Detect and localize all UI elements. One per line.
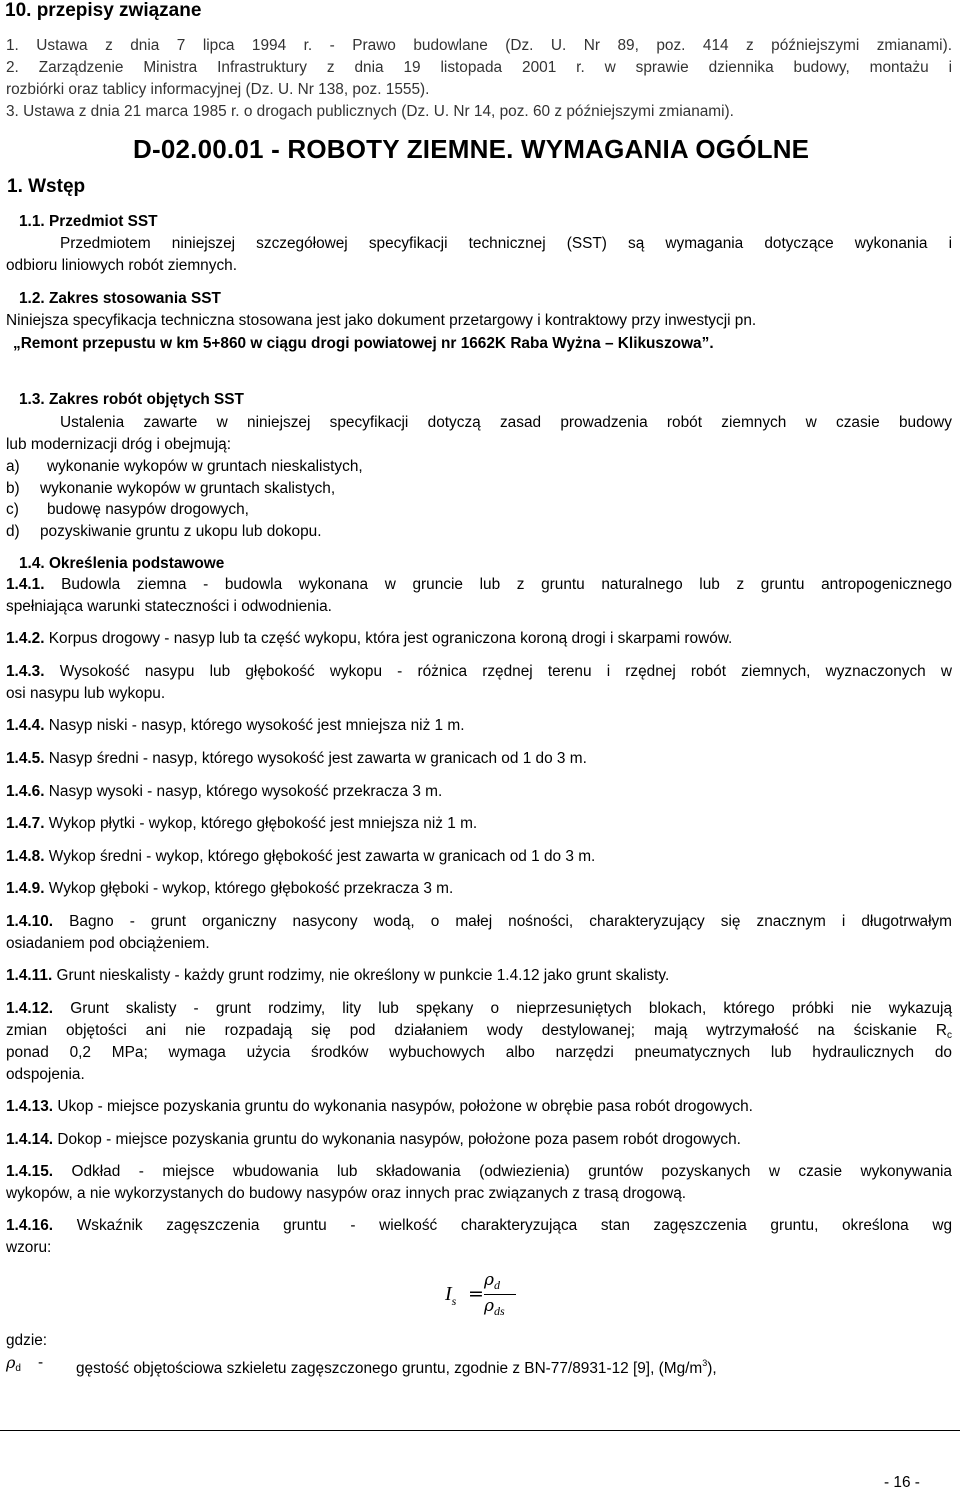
definition-text: Grunt nieskalisty - każdy grunt rodzimy, nie określony w punkcie 1.4.12 jako grunt skalisty. bbox=[56, 967, 670, 984]
definition-number: 1.4.14. bbox=[6, 1131, 54, 1148]
definition-number: 1.4.10. bbox=[6, 913, 54, 930]
section-1-1-text-cont: odbioru liniowych robót ziemnych. bbox=[6, 257, 237, 274]
definition-text: Wykop średni - wykop, którego głębokość jest zawarta w granicach od 1 do 3 m. bbox=[48, 848, 596, 865]
page-number: - 16 - bbox=[884, 1474, 920, 1491]
definition-1-4-1 bbox=[6, 574, 952, 596]
formula-I-subscript: s bbox=[451, 1294, 457, 1308]
formula-numerator-subscript: d bbox=[494, 1278, 500, 1292]
list-letter: b) bbox=[6, 480, 20, 497]
definition-1-4-15 bbox=[6, 1161, 952, 1183]
definition-number: 1.4.13. bbox=[6, 1098, 54, 1115]
definition-1-4-14 bbox=[6, 1129, 741, 1151]
rho-d-symbol: $\rho_d$ bbox=[6, 1353, 21, 1374]
definition-1-4-3 bbox=[6, 661, 952, 683]
rc-subscript: c bbox=[947, 1030, 952, 1041]
list-item bbox=[6, 456, 20, 478]
definition-text: Grunt skalisty - grunt rodzimy, lity lub spękany o nieprzesuniętych blokach, którego próbki nie wykazują bbox=[70, 1000, 953, 1017]
formula-I: $I_s$ bbox=[445, 1283, 457, 1308]
list-item-text: wykonanie wykopów w gruntach nieskalistych, bbox=[47, 458, 363, 475]
definition-text: Korpus drogowy - nasyp lub ta część wykopu, która jest ograniczona koroną drogi i skarpami rowów. bbox=[48, 630, 733, 647]
definition-1-4-1-cont: spełniająca warunki stateczności i odwodnienia. bbox=[6, 598, 332, 615]
formula-equals: = bbox=[468, 1283, 484, 1305]
definition-1-4-11 bbox=[6, 965, 669, 987]
section-1-1-heading: 1.1. Przedmiot SST bbox=[19, 213, 158, 230]
section-1-3-text-cont: lub modernizacji dróg i obejmują: bbox=[6, 436, 231, 453]
formula-numerator: $\rho_d$ bbox=[484, 1270, 500, 1292]
rho-d-definition bbox=[76, 1352, 717, 1380]
list-letter: d) bbox=[6, 523, 20, 540]
section-1-heading: 1. Wstęp bbox=[7, 176, 86, 197]
definition-text: Dokop - miejsce pozyskania gruntu do wykonania nasypów, położone poza pasem robót drogowych. bbox=[57, 1131, 741, 1148]
list-item bbox=[6, 478, 20, 500]
definition-text: Wysokość nasypu lub głębokość wykopu - różnica rzędnej terenu i rzędnej robót ziemnych, wyznaczonych w bbox=[59, 663, 952, 680]
section-1-3-heading: 1.3. Zakres robót objętych SST bbox=[19, 391, 244, 408]
related-item-1: 1. Ustawa z dnia 7 lipca 1994 r. - Prawo budowlane (Dz. U. Nr 89, poz. 414 z późniejszymi zmianami). bbox=[6, 37, 952, 54]
definition-number: 1.4.5. bbox=[6, 750, 45, 767]
list-letter: a) bbox=[6, 458, 20, 475]
definition-1-4-3-cont: osi nasypu lub wykopu. bbox=[6, 685, 166, 702]
section-1-3-text: Ustalenia zawarte w niniejszej specyfikacji dotyczą zasad prowadzenia robót ziemnych w czasie budowy bbox=[60, 414, 952, 431]
list-letter: c) bbox=[6, 501, 19, 518]
list-item bbox=[6, 521, 20, 543]
definition-1-4-12 bbox=[6, 998, 952, 1020]
list-item bbox=[6, 499, 19, 521]
definition-1-4-7 bbox=[6, 813, 477, 835]
definition-text: Nasyp wysoki - nasyp, którego wysokość przekracza 3 m. bbox=[48, 783, 443, 800]
rho-d-subscript: d bbox=[15, 1363, 21, 1374]
formula bbox=[440, 1270, 550, 1320]
related-item-3: 3. Ustawa z dnia 21 marca 1985 r. o drogach publicznych (Dz. U. Nr 14, poz. 60 z późniejszymi zmianami). bbox=[6, 103, 734, 120]
definition-number: 1.4.3. bbox=[6, 663, 45, 680]
definition-text: Bagno - grunt organiczny nasycony wodą, o małej nośności, charakteryzujący się znacznym i długotrwałym bbox=[69, 913, 952, 930]
definition-text: Wskaźnik zagęszczenia gruntu - wielkość charakteryzująca stan zagęszczenia gruntu, określona wg bbox=[76, 1217, 953, 1234]
formula-fraction-bar bbox=[484, 1294, 516, 1295]
definition-number: 1.4.6. bbox=[6, 783, 45, 800]
list-item-text: pozyskiwanie gruntu z ukopu lub dokopu. bbox=[40, 523, 322, 540]
definition-number: 1.4.12. bbox=[6, 1000, 54, 1017]
section-1-2-text: Niniejsza specyfikacja techniczna stosowana jest jako dokument przetargowy i kontraktowy przy inwestycji pn. bbox=[6, 312, 757, 329]
definition-number: 1.4.8. bbox=[6, 848, 45, 865]
formula-denominator: $\rho_{ds}$ bbox=[484, 1296, 505, 1318]
section-1-1-text: Przedmiotem niniejszej szczegółowej specyfikacji technicznej (SST) są wymagania dotyczące wykonania i bbox=[60, 235, 952, 252]
definition-text: Wykop głęboki - wykop, którego głębokość przekracza 3 m. bbox=[48, 880, 454, 897]
definition-1-4-12-line-4: odspojenia. bbox=[6, 1066, 85, 1083]
rho-d-definition-tail: ), bbox=[707, 1360, 717, 1377]
related-heading: 10. przepisy związane bbox=[5, 0, 202, 21]
rho-d-dash: - bbox=[38, 1354, 44, 1371]
related-item-2: 2. Zarządzenie Ministra Infrastruktury z dnia 19 listopada 2001 r. w sprawie dziennika budowy, montażu i bbox=[6, 59, 952, 76]
gdzie-label: gdzie: bbox=[6, 1332, 48, 1349]
definition-1-4-10-cont: osiadaniem pod obciążeniem. bbox=[6, 935, 210, 952]
definition-1-4-5 bbox=[6, 748, 587, 770]
definition-number: 1.4.11. bbox=[6, 967, 53, 984]
definition-1-4-16-cont: wzoru: bbox=[6, 1239, 52, 1256]
section-1-4-heading: 1.4. Określenia podstawowe bbox=[19, 555, 225, 572]
definition-text: zmian objętości ani nie rozpadają się pod działaniem wody destylowanej; mają wytrzymałość na ściskanie R bbox=[6, 1022, 947, 1039]
definition-1-4-16 bbox=[6, 1215, 952, 1237]
footer-rule bbox=[0, 1430, 960, 1431]
definition-text: Budowla ziemna - budowla wykonana w gruncie lub z gruntu naturalnego lub z gruntu antropogenicznego bbox=[61, 576, 952, 593]
project-name: „Remont przepustu w km 5+860 w ciągu drogi powiatowej nr 1662K Raba Wyżna – Klikuszowa”. bbox=[13, 335, 714, 352]
definition-number: 1.4.7. bbox=[6, 815, 45, 832]
definition-1-4-10 bbox=[6, 911, 952, 933]
definition-1-4-12-line-3: ponad 0,2 MPa; wymaga użycia środków wybuchowych albo narzędzi pneumatycznych lub hydraulicznych do bbox=[6, 1044, 952, 1061]
definition-number: 1.4.9. bbox=[6, 880, 45, 897]
definition-number: 1.4.15. bbox=[6, 1163, 54, 1180]
definition-text: Nasyp średni - nasyp, którego wysokość jest zawarta w granicach od 1 do 3 m. bbox=[48, 750, 587, 767]
definition-1-4-8 bbox=[6, 846, 595, 868]
definition-text: Nasyp niski - nasyp, którego wysokość jest mniejsza niż 1 m. bbox=[48, 717, 465, 734]
list-item-text: budowę nasypów drogowych, bbox=[47, 501, 249, 518]
rho-d-definition-text: gęstość objętościowa szkieletu zagęszczonego gruntu, zgodnie z BN-77/8931-12 [9], (Mg/m bbox=[76, 1360, 703, 1377]
related-item-2-cont: rozbiórki oraz tablicy informacyjnej (Dz. U. Nr 138, poz. 1555). bbox=[6, 81, 430, 98]
definition-number: 1.4.2. bbox=[6, 630, 45, 647]
definition-text: Ukop - miejsce pozyskania gruntu do wykonania nasypów, położone w obrębie pasa robót drogowych. bbox=[57, 1098, 753, 1115]
list-item-text: wykonanie wykopów w gruntach skalistych, bbox=[40, 480, 336, 497]
definition-1-4-4 bbox=[6, 715, 465, 737]
definition-1-4-2 bbox=[6, 628, 732, 650]
definition-text: Odkład - miejsce wbudowania lub składowania (odwiezienia) gruntów pozyskanych w czasie wykonywania bbox=[71, 1163, 952, 1180]
definition-1-4-9 bbox=[6, 878, 453, 900]
spec-title: D-02.00.01 - ROBOTY ZIEMNE. WYMAGANIA OGÓLNE bbox=[133, 134, 810, 164]
definition-text: Wykop płytki - wykop, którego głębokość jest mniejsza niż 1 m. bbox=[48, 815, 478, 832]
formula-denominator-subscript: ds bbox=[494, 1304, 505, 1318]
section-1-2-heading: 1.2. Zakres stosowania SST bbox=[19, 290, 221, 307]
definition-number: 1.4.1. bbox=[6, 576, 45, 593]
definition-1-4-13 bbox=[6, 1096, 753, 1118]
definition-1-4-15-cont: wykopów, a nie wykorzystanych do budowy nasypów oraz innych prac związanych z trasą drogową. bbox=[6, 1185, 687, 1202]
cubic-superscript: 3 bbox=[702, 1358, 708, 1368]
definition-number: 1.4.16. bbox=[6, 1217, 54, 1234]
definition-1-4-6 bbox=[6, 781, 442, 803]
definition-number: 1.4.4. bbox=[6, 717, 45, 734]
